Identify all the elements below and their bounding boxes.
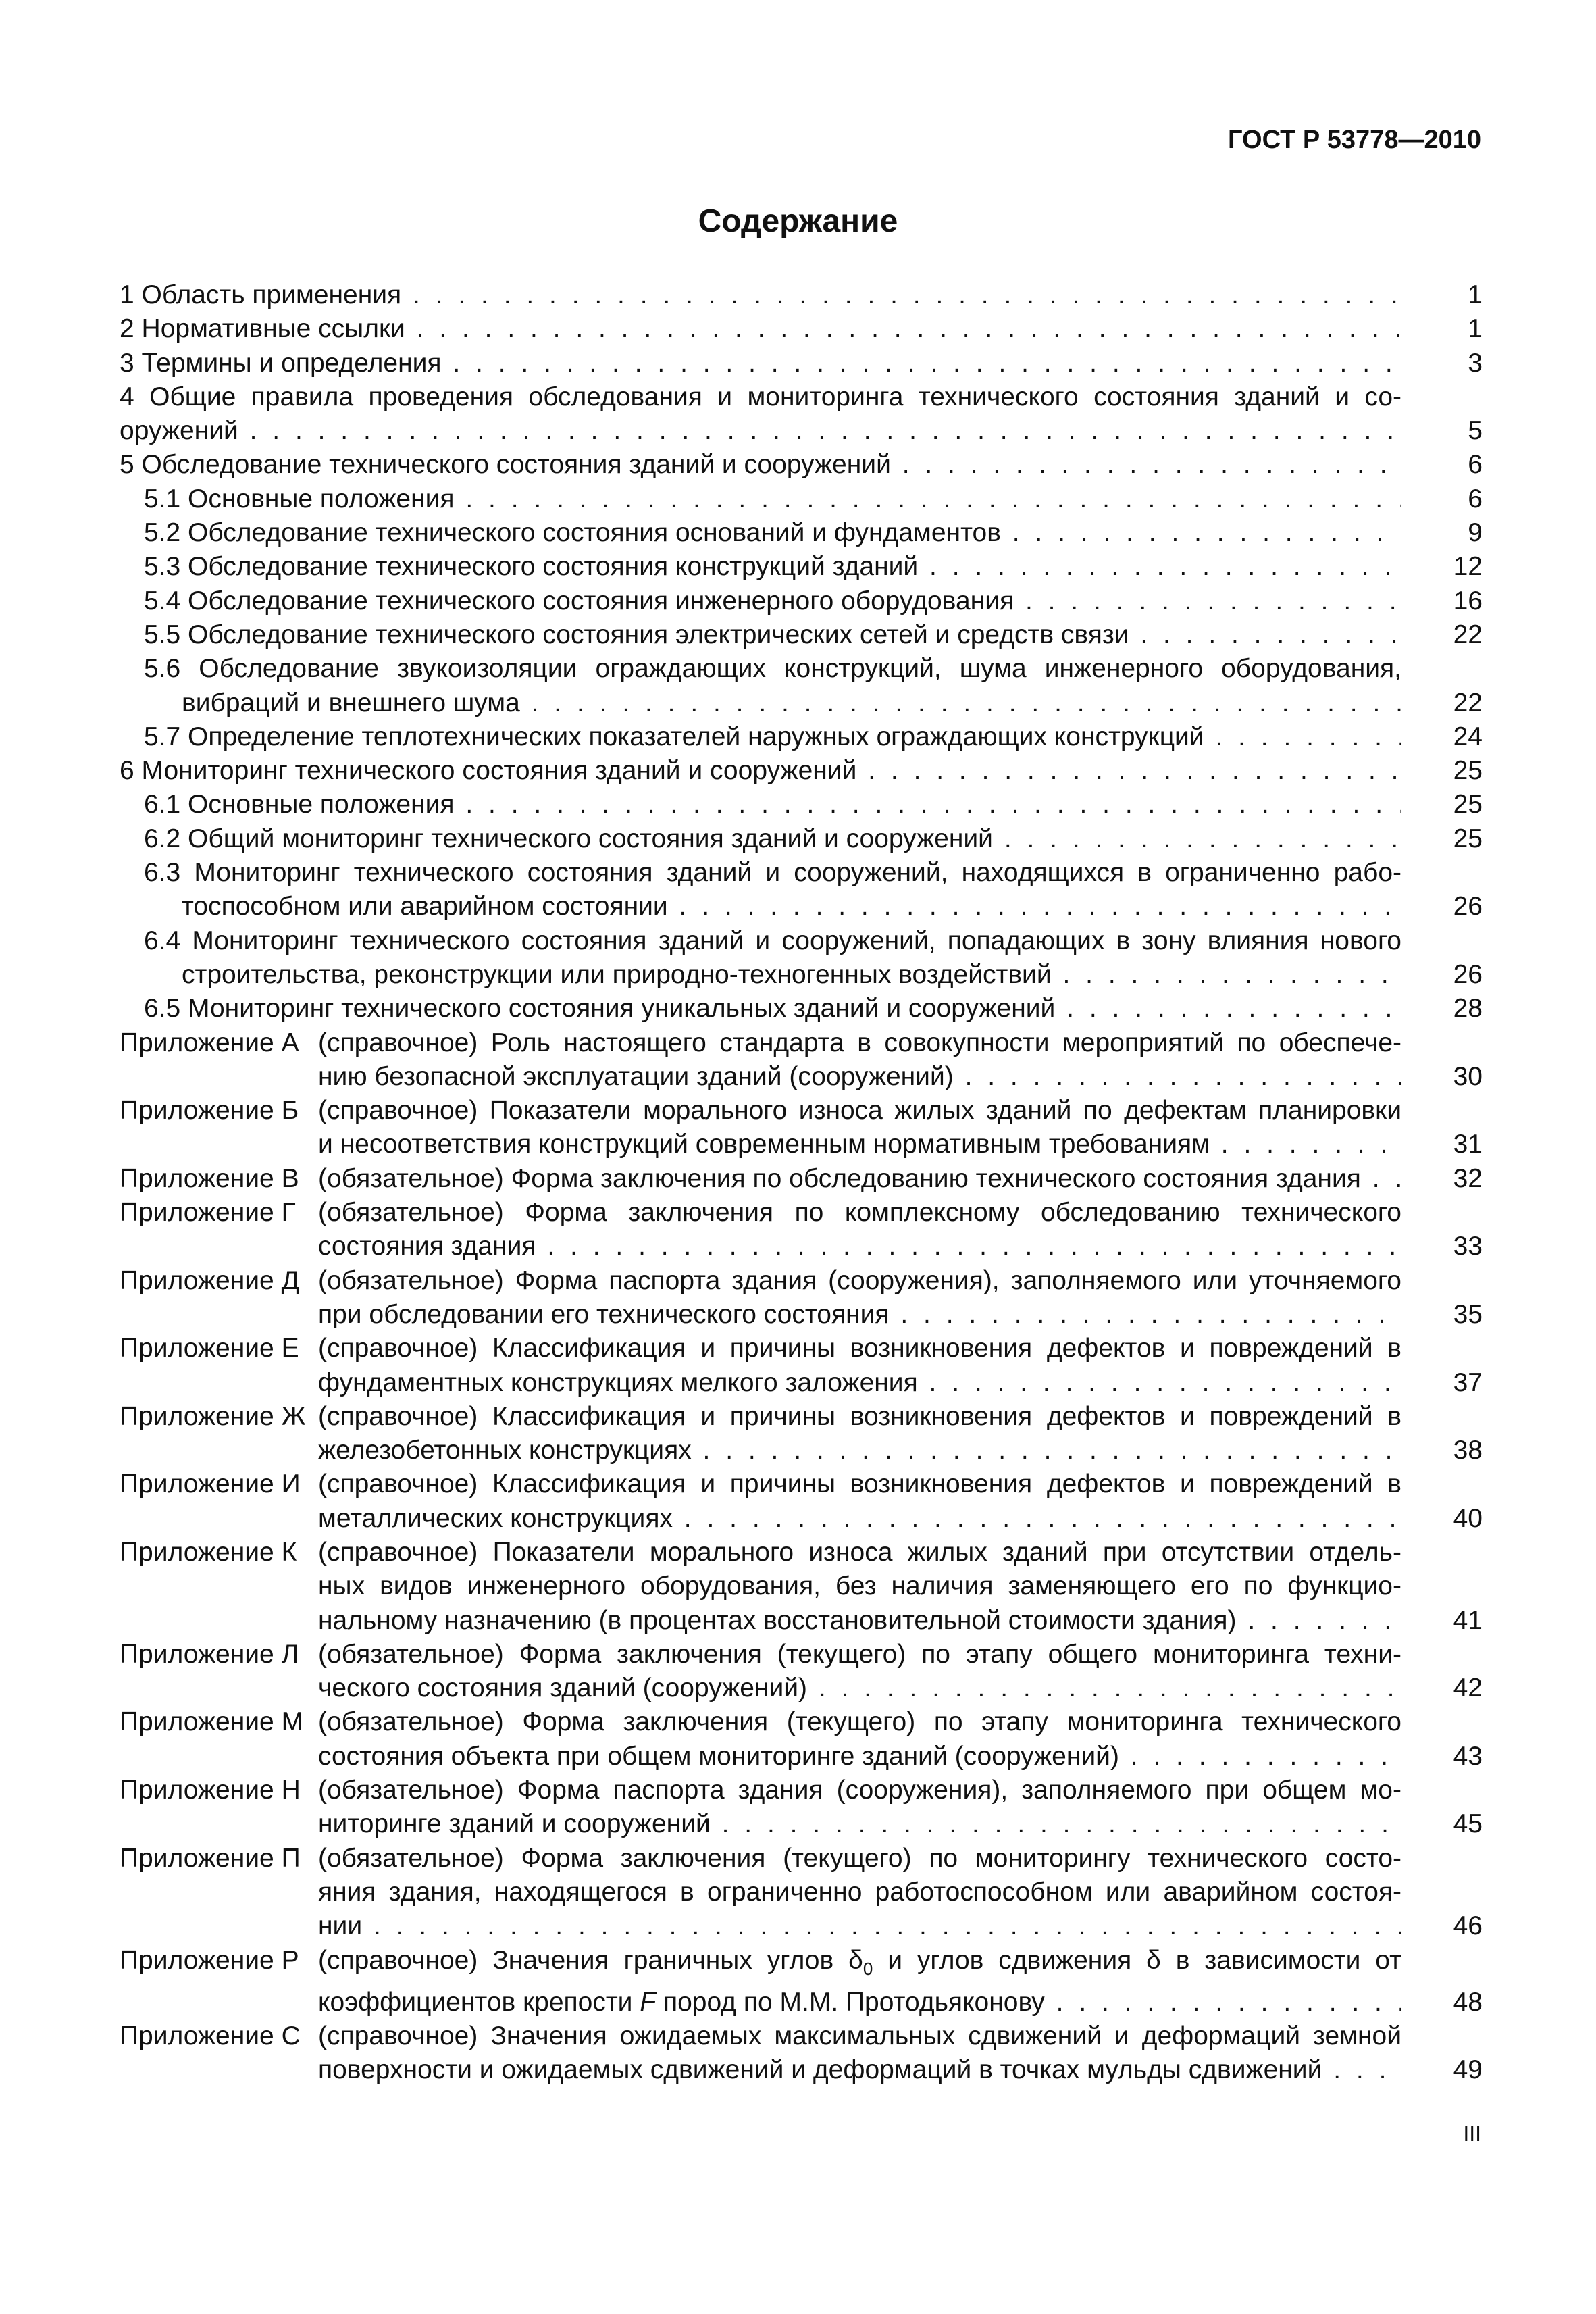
toc-entry-2[interactable] — [120, 312, 1483, 346]
toc-appendix-zh[interactable] — [120, 1400, 1483, 1468]
toc-entry-line: 6.3 Мониторинг технического состояния зданий и сооружений, находящихся в ограниченно рабо- — [144, 858, 1401, 888]
toc-entry-text: 5.5 Обследование технического состояния электрических сетей и средств связи . . . — [144, 618, 1401, 652]
line-part: (справочное) Значения граничных углов δ — [318, 1945, 863, 1975]
toc-page-number: 31 — [1453, 1130, 1483, 1159]
toc-entry-line: яния здания, находящегося в ограниченно работоспособном или аварийном состоя- — [318, 1877, 1401, 1907]
toc-appendix-d[interactable] — [120, 1264, 1483, 1332]
appendix-label: Приложение Н — [120, 1776, 301, 1805]
toc-entry-text: состояния здания . . . — [318, 1230, 1401, 1263]
appendix-label: Приложение М — [120, 1707, 304, 1737]
toc-page-number: 1 — [1468, 280, 1483, 309]
toc-page-number: 26 — [1453, 892, 1483, 922]
toc-page-number: 37 — [1453, 1367, 1483, 1397]
toc-entry-text: металлических конструкциях . . . — [318, 1502, 1401, 1536]
toc-entry-text: поверхности и ожидаемых сдвижений и деформаций в точках мульды сдвижений . . . — [318, 2053, 1401, 2087]
toc-appendix-a[interactable] — [120, 1026, 1483, 1095]
toc-entry-text: при обследовании его технического состояния . . . — [318, 1298, 1401, 1332]
toc-entry-6[interactable] — [120, 754, 1483, 788]
toc-page-number: 41 — [1453, 1605, 1483, 1635]
toc-entry-5-5[interactable] — [120, 618, 1483, 652]
toc-entry-line: (обязательное) Форма заключения по комплексному обследованию технического — [318, 1198, 1401, 1228]
toc-page-number: 24 — [1453, 722, 1483, 751]
toc-entry-line: (справочное) Роль настоящего стандарта в совокупности мероприятий по обеспече- — [318, 1028, 1401, 1057]
toc-page-number: 5 — [1468, 416, 1483, 446]
toc-appendix-n[interactable] — [120, 1774, 1483, 1842]
toc-page-number: 32 — [1453, 1163, 1483, 1193]
appendix-label: Приложение П — [120, 1843, 301, 1873]
toc-page-number: 22 — [1453, 688, 1483, 718]
page-number-roman: III — [1463, 2121, 1481, 2146]
toc-entry-line: 6.4 Мониторинг технического состояния зданий и сооружений, попадающих в зону влияния нового — [144, 926, 1401, 955]
toc-entry-text: (обязательное) Форма заключения по обследованию технического состояния здания . . . — [318, 1162, 1401, 1196]
page-title: Содержание — [698, 203, 898, 239]
toc-entry-4[interactable] — [120, 380, 1483, 449]
toc-entry-text: 5 Обследование технического состояния зданий и сооружений . . . — [120, 448, 1401, 482]
toc-entry-text: 6.2 Общий мониторинг технического состояния зданий и сооружений . . . — [144, 822, 1401, 856]
toc-entry-text: нальному назначению (в процентах восстановительной стоимости здания) . . . — [318, 1604, 1401, 1638]
toc-page-number: 3 — [1468, 348, 1483, 378]
toc-page-number: 48 — [1453, 1987, 1483, 2017]
toc-entry-5-7[interactable] — [120, 720, 1483, 754]
appendix-label: Приложение С — [120, 2021, 301, 2051]
appendix-label: Приложение Р — [120, 1945, 299, 1975]
toc-page-number: 12 — [1453, 552, 1483, 582]
toc-page-number: 49 — [1453, 2055, 1483, 2085]
toc-page-number: 30 — [1453, 1061, 1483, 1091]
variable-f: F — [640, 1987, 657, 2017]
toc-entry-line: (справочное) Показатели морального износа жилых зданий при отсутствии отдель- — [318, 1537, 1401, 1567]
toc-appendix-g[interactable] — [120, 1196, 1483, 1264]
appendix-label: Приложение А — [120, 1028, 299, 1057]
toc-appendix-r[interactable] — [120, 1944, 1483, 2019]
toc-page-number: 28 — [1453, 994, 1483, 1024]
toc-page-number: 43 — [1453, 1741, 1483, 1771]
toc-entry-text: 1 Область применения . . . — [120, 278, 1401, 312]
appendix-label: Приложение Ж — [120, 1401, 306, 1431]
toc-page-number: 6 — [1468, 450, 1483, 480]
toc-entry-text: 2 Нормативные ссылки . . . — [120, 312, 1401, 346]
toc-entry-5-2[interactable] — [120, 516, 1483, 550]
toc-appendix-k[interactable] — [120, 1536, 1483, 1638]
toc-entry-line — [318, 1944, 1401, 1986]
toc-entry-text: 5.4 Обследование технического состояния инженерного оборудования . . . — [144, 584, 1401, 618]
toc-entry-line: 5.6 Обследование звукоизоляции ограждающих конструкций, шума инженерного оборудования, — [144, 654, 1401, 684]
toc-entry-1[interactable] — [120, 278, 1483, 312]
toc-entry-6-3[interactable] — [120, 856, 1483, 924]
toc-entry-text: 5.2 Обследование технического состояния оснований и фундаментов . . . — [144, 516, 1401, 550]
toc-entry-text: тоспособном или аварийном состоянии . . . — [144, 890, 1401, 924]
toc-appendix-b[interactable] — [120, 1094, 1483, 1162]
toc-entry-text: 5.3 Обследование технического состояния конструкций зданий . . . — [144, 550, 1401, 584]
line-part: пород по М.М. Протодьяконову — [656, 1987, 1045, 2017]
toc-entry-line: (справочное) Классификация и причины возникновения дефектов и повреждений в — [318, 1469, 1401, 1499]
toc-page-number: 22 — [1453, 620, 1483, 649]
toc-appendix-l[interactable] — [120, 1638, 1483, 1706]
table-of-contents — [120, 278, 1483, 2088]
toc-entry-text: нию безопасной эксплуатации зданий (сооружений) . . . — [318, 1060, 1401, 1094]
appendix-label: Приложение Е — [120, 1334, 299, 1363]
toc-entry-text — [318, 1986, 1401, 2019]
toc-appendix-m[interactable] — [120, 1705, 1483, 1774]
toc-page-number: 26 — [1453, 959, 1483, 989]
toc-entry-line: (обязательное) Форма заключения (текущего) по мониторингу технического состо- — [318, 1843, 1401, 1873]
toc-entry-text: оружений . . . — [120, 414, 1401, 448]
toc-entry-line: (обязательное) Форма заключения (текущего) по этапу мониторинга технического — [318, 1707, 1401, 1737]
toc-page-number: 38 — [1453, 1436, 1483, 1465]
toc-page-number: 42 — [1453, 1674, 1483, 1703]
toc-appendix-e[interactable] — [120, 1332, 1483, 1400]
toc-page-number: 25 — [1453, 790, 1483, 820]
appendix-label: Приложение В — [120, 1163, 299, 1193]
toc-entry-text: и несоответствия конструкций современным нормативным требованиям . . . — [318, 1128, 1401, 1161]
appendix-label: Приложение Д — [120, 1265, 299, 1295]
toc-appendix-s[interactable] — [120, 2019, 1483, 2088]
toc-entry-line: (обязательное) Форма заключения (текущего) по этапу общего мониторинга техни- — [318, 1639, 1401, 1669]
toc-entry-line: 4 Общие правила проведения обследования и мониторинга технического состояния зданий и со- — [120, 382, 1401, 411]
toc-entry-line: (справочное) Значения ожидаемых максимальных сдвижений и деформаций земной — [318, 2021, 1401, 2051]
toc-entry-5-4[interactable] — [120, 584, 1483, 618]
toc-entry-text: 6.1 Основные положения . . . — [144, 788, 1401, 822]
toc-entry-5[interactable] — [120, 448, 1483, 482]
toc-entry-line: (справочное) Классификация и причины возникновения дефектов и повреждений в — [318, 1401, 1401, 1431]
toc-entry-text: строительства, реконструкции или природно-техногенных воздействий . . . — [144, 958, 1401, 992]
toc-entry-line: (справочное) Показатели морального износа жилых зданий по дефектам планировки — [318, 1096, 1401, 1126]
toc-page-number: 35 — [1453, 1299, 1483, 1329]
toc-entry-line: (обязательное) Форма паспорта здания (сооружения), заполняемого при общем мо- — [318, 1776, 1401, 1805]
toc-entry-text: вибраций и внешнего шума . . . — [144, 686, 1401, 720]
toc-page-number: 9 — [1468, 518, 1483, 548]
toc-page-number: 33 — [1453, 1232, 1483, 1261]
toc-page-number: 16 — [1453, 586, 1483, 615]
line-part: и углов сдвижения δ в зависимости от — [873, 1945, 1402, 1975]
toc-entry-6-4[interactable] — [120, 924, 1483, 992]
toc-page-number: 25 — [1453, 756, 1483, 786]
line-part: коэффициентов крепости — [318, 1987, 640, 2017]
toc-entry-line: (справочное) Классификация и причины возникновения дефектов и повреждений в — [318, 1334, 1401, 1363]
toc-entry-text: нии . . . — [318, 1909, 1401, 1943]
toc-appendix-v[interactable] — [120, 1162, 1483, 1196]
toc-entry-3[interactable] — [120, 347, 1483, 380]
toc-page-number: 6 — [1468, 484, 1483, 513]
toc-entry-text: 5.7 Определение теплотехнических показателей наружных ограждающих конструкций . . . — [144, 720, 1401, 754]
toc-entry-text: 3 Термины и определения . . . — [120, 347, 1401, 380]
toc-entry-text: железобетонных конструкциях . . . — [318, 1434, 1401, 1467]
toc-entry-text: 6.5 Мониторинг технического состояния уникальных зданий и сооружений . . . — [144, 992, 1401, 1026]
appendix-label: Приложение И — [120, 1469, 301, 1499]
appendix-label: Приложение К — [120, 1537, 297, 1567]
toc-entry-6-2[interactable] — [120, 822, 1483, 856]
toc-entry-5-6[interactable] — [120, 652, 1483, 720]
toc-entry-line: ных видов инженерного оборудования, без наличия заменяющего его по функцио- — [318, 1571, 1401, 1601]
toc-entry-6-1[interactable] — [120, 788, 1483, 822]
appendix-label: Приложение Г — [120, 1198, 296, 1228]
toc-page-number: 25 — [1453, 824, 1483, 853]
appendix-label: Приложение Б — [120, 1096, 299, 1126]
appendix-label: Приложение Л — [120, 1639, 299, 1669]
document-code: ГОСТ Р 53778—2010 — [1228, 126, 1481, 154]
toc-entry-text: состояния объекта при общем мониторинге зданий (сооружений) . . . — [318, 1740, 1401, 1774]
toc-entry-5-3[interactable] — [120, 550, 1483, 584]
toc-page-number: 45 — [1453, 1809, 1483, 1839]
toc-entry-text: ческого состояния зданий (сооружений) . . . — [318, 1671, 1401, 1705]
toc-entry-text: 5.1 Основные положения . . . — [144, 482, 1401, 516]
toc-entry-line: (обязательное) Форма паспорта здания (сооружения), заполняемого или уточняемого — [318, 1265, 1401, 1295]
toc-entry-6-5[interactable] — [120, 992, 1483, 1026]
toc-page-number: 46 — [1453, 1911, 1483, 1941]
toc-page-number: 40 — [1453, 1503, 1483, 1533]
toc-page-number: 1 — [1468, 314, 1483, 344]
toc-entry-text: 6 Мониторинг технического состояния зданий и сооружений . . . — [120, 754, 1401, 788]
toc-entry-text: ниторинге зданий и сооружений . . . — [318, 1807, 1401, 1841]
toc-entry-5-1[interactable] — [120, 482, 1483, 516]
subscript-zero: 0 — [863, 1958, 873, 1979]
toc-entry-text: фундаментных конструкциях мелкого заложения . . . — [318, 1366, 1401, 1400]
toc-appendix-i[interactable] — [120, 1467, 1483, 1536]
toc-appendix-p[interactable] — [120, 1842, 1483, 1944]
